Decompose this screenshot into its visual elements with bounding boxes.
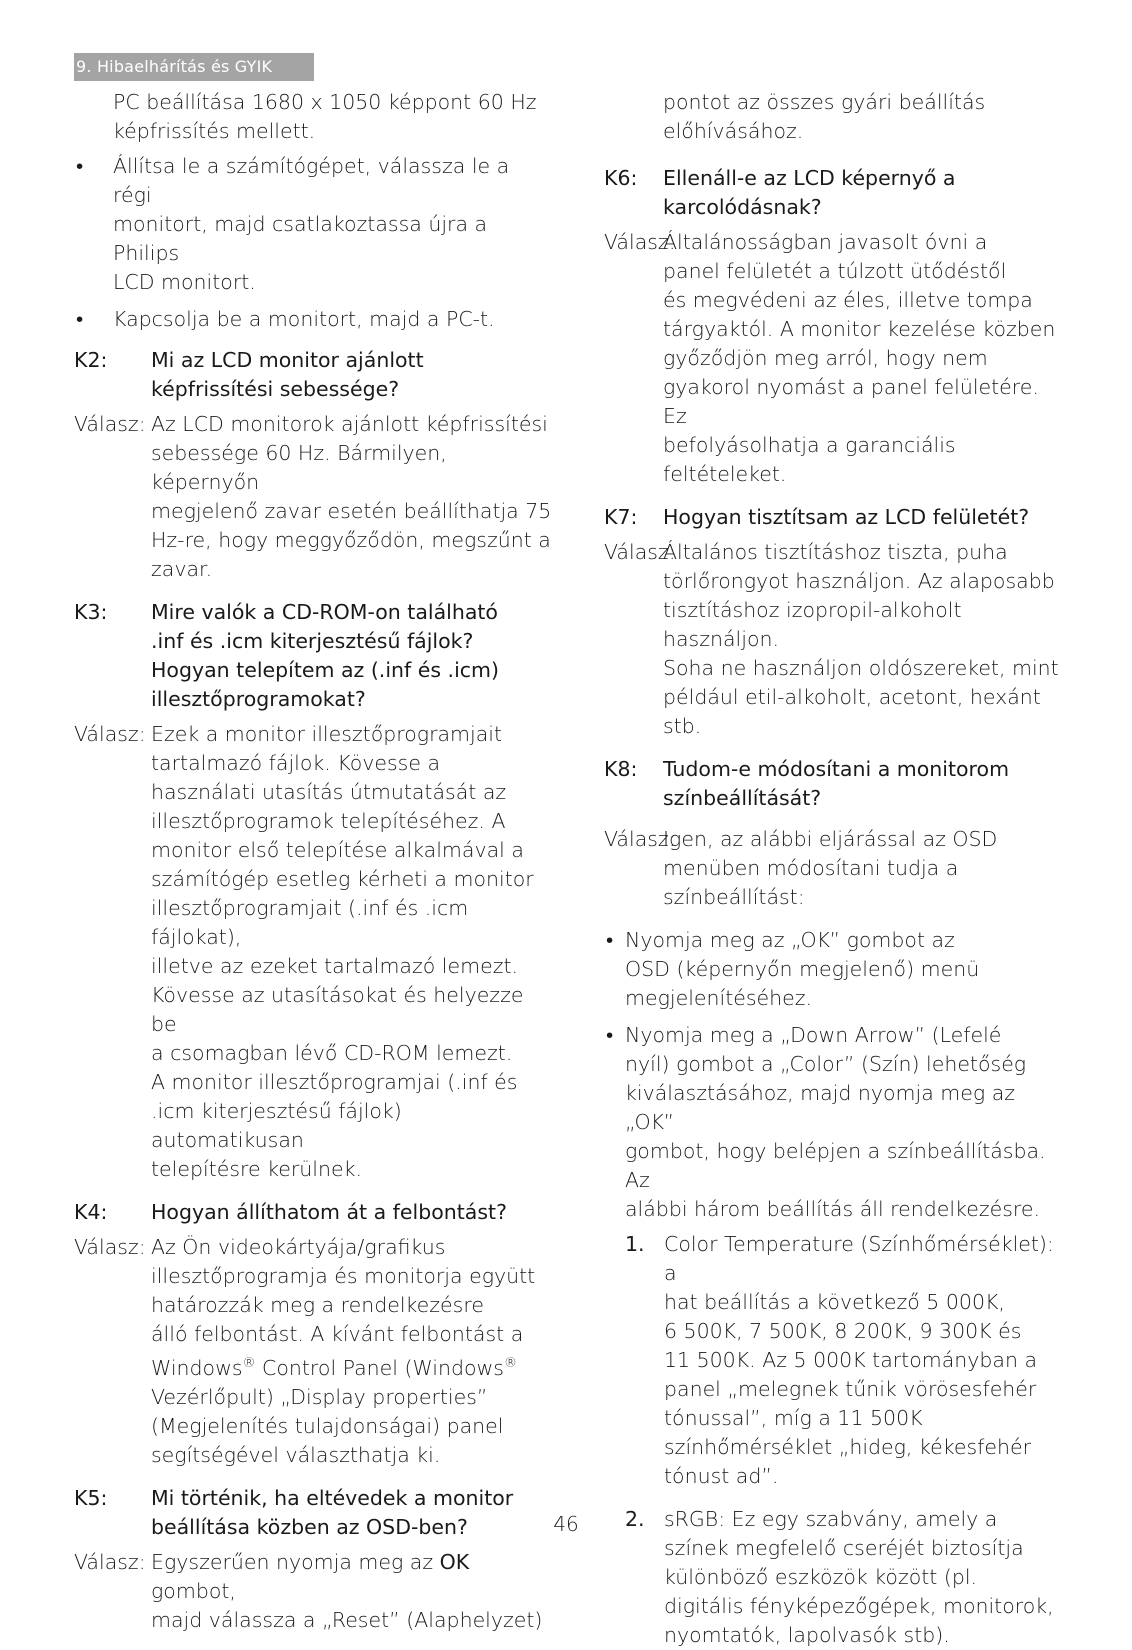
answer-k3: Válasz: Ezek a monitor illesztőprogramjait tartalmazó fájlok. Kövesse a használati utasítás útmutatását az illesztőprogramok telepítéséhez. A monitor első telepítése alkalmával a számítógép esetleg kérheti a monitor illesztőprogramjait (.inf és .icm fájlokat), illetve az ezeket tartalmazó lemezt. Kövesse az utasításokat és helyezze be a csomagban lévő CD-ROM lemezt. A monitor illesztőprogramjai (.inf és .icm kiterjesztésű fájlok) automatikusan telepítésre kerülnek. bbox=[74, 722, 534, 1181]
bullet-item: • Nyomja meg az „OK” gombot az OSD (képernyőn megjelenő) menü megjelenítéséhez. bbox=[604, 926, 1064, 1013]
answer-k8: Válasz: Igen, az alábbi eljárással az OSD menüben módosítani tudja a színbeállítást: bbox=[604, 827, 998, 909]
page-number: 46 bbox=[553, 1512, 579, 1536]
question-k2: K2: Mi az LCD monitor ajánlott képfrissítési sebessége? bbox=[74, 348, 424, 401]
bullet-icon: • bbox=[606, 1023, 614, 1047]
bullet-item: • Állítsa le a számítógépet, válassza le a régi monitort, majd csatlakoztassa újra a Philips LCD monitort. bbox=[74, 152, 554, 297]
answer-k4: Válasz: Az Ön videokártyája/grafikus illesztőprogramja és monitorja együtt határozzák meg a rendelkezésre álló felbontást. A kívánt felbontást a Windows® Control Panel (Windows® Vezérlőpult) „Display properties” (Megjelenítés tulajdonságai) panel segítségével választhatja ki. bbox=[74, 1233, 554, 1470]
windows-line: Windows® Control Panel (Windows® bbox=[151, 1356, 517, 1380]
bullet-item: • Nyomja meg a „Down Arrow” (Lefelé nyíl) gombot a „Color” (Szín) lehetőség kiválasztásához, majd nyomja meg az „OK” gombot, hogy belépjen a színbeállításba. Az alábbi három beállítás áll rendelkezésre. bbox=[604, 1021, 1064, 1224]
continued-text: PC beállítása 1680 x 1050 képpont 60 Hz képfrissítés mellett. bbox=[113, 90, 537, 143]
question-k5: K5: Mi történik, ha eltévedek a monitor beállítása közben az OSD-ben? bbox=[74, 1486, 514, 1539]
question-k4: K4: Hogyan állíthatom át a felbontást? bbox=[74, 1200, 507, 1224]
question-k6: K6: Ellenáll-e az LCD képernyő a karcolódásnak? bbox=[604, 166, 956, 219]
numbered-item-2: 2. sRGB: Ez egy szabvány, amely a színek megfelelő cseréjét biztosítja különböző eszközök között (pl. digitális fényképezőgépek, monitorok, nyomtatók, lapolvasók stb). bbox=[625, 1507, 1054, 1647]
bullet-item: • Kapcsolja be a monitort, majd a PC-t. bbox=[74, 305, 554, 334]
answer-k7: Válasz: Általános tisztításhoz tiszta, puha törlőrongyot használjon. Az alaposabb tisztításhoz izopropil-alkoholt használjon. Soha ne használjon oldószereket, mint például etil-alkoholt, acetont, hexánt stb. bbox=[604, 540, 1059, 738]
question-k8: K8: Tudom-e módosítani a monitorom színbeállítását? bbox=[604, 757, 1010, 810]
continued-text: pontot az összes gyári beállítás előhívásához. bbox=[663, 90, 986, 143]
answer-k2: Válasz: Az LCD monitorok ajánlott képfrissítési sebessége 60 Hz. Bármilyen, képernyőn megjelenő zavar esetén beállíthatja 75 Hz-re, hogy meggyőződön, megszűnt a zavar. bbox=[74, 412, 552, 581]
bullet-icon: • bbox=[76, 307, 84, 331]
answer-k5: Válasz: Egyszerűen nyomja meg az OK gombot, majd válassza a „Reset” (Alaphelyzet) bbox=[74, 1550, 543, 1632]
bullet-icon: • bbox=[76, 154, 84, 178]
left-column bbox=[74, 88, 554, 1635]
numbered-item-1: 1. Color Temperature (Színhőmérséklet): a hat beállítás a következő 5 000K, 6 500K, 7 500K, 8 200K, 9 300K és 11 500K. Az 5 000K tartományban a panel „melegnek tűnik vörösesfehér tónussal”, míg a 11 500K színhőmérséklet „hideg, kékesfehér tónust ad”. bbox=[625, 1232, 1054, 1488]
bullet-icon: • bbox=[606, 928, 614, 952]
section-header: 9. Hibaelhárítás és GYIK bbox=[74, 53, 314, 81]
right-column bbox=[604, 88, 1064, 1650]
answer-k6: Válasz: Általánosságban javasolt óvni a panel felületét a túlzott ütődéstől és megvédeni az éles, illetve tompa tárgyaktól. A monitor kezelése közben győződjön meg arról, hogy nem gyakorol nyomást a panel felületére. Ez befolyásolhatja a garanciális feltételeket. bbox=[604, 230, 1056, 486]
question-k3: K3: Mire valók a CD-ROM-on található .inf és .icm kiterjesztésű fájlok? Hogyan telepítem az (.inf és .icm) illesztőprogramokat? bbox=[74, 600, 500, 711]
question-k7: K7: Hogyan tisztítsam az LCD felületét? bbox=[604, 505, 1030, 529]
